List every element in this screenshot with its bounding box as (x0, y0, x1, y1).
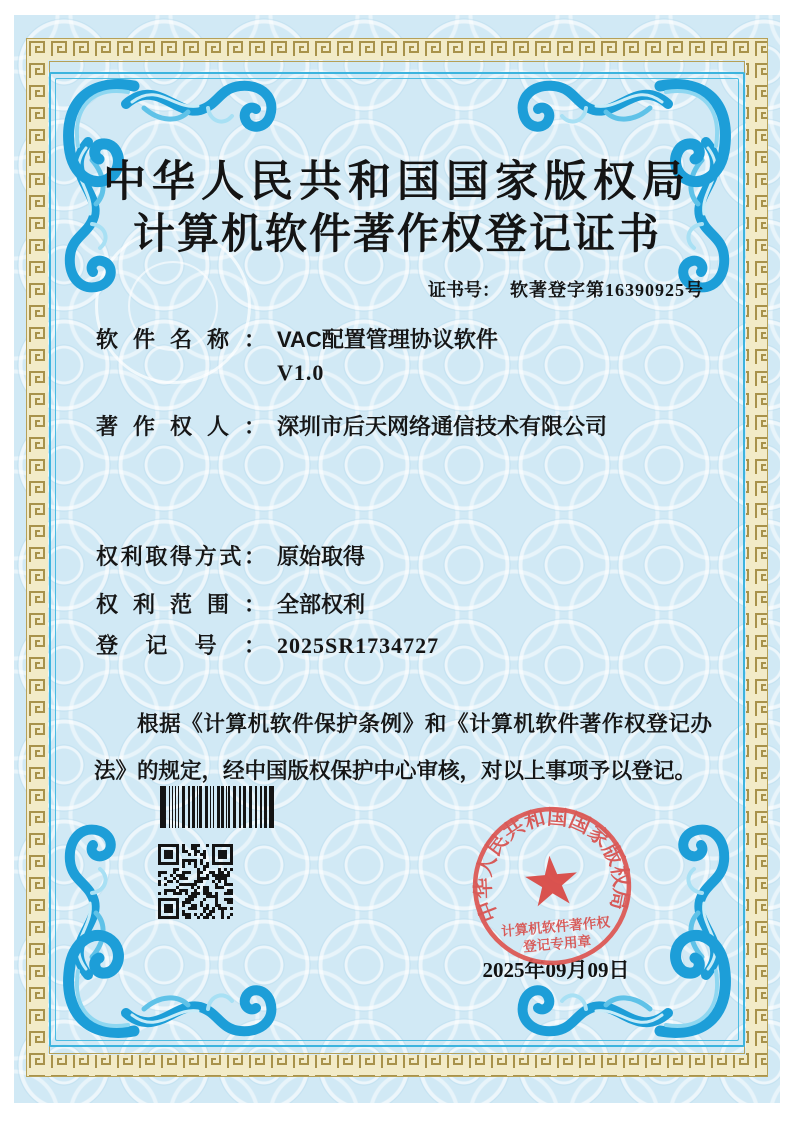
acquisition-label: 权利取得方式： (96, 544, 266, 569)
certificate-number-label: 证书号： (428, 280, 500, 300)
software-version: V1.0 (277, 360, 325, 385)
software-name-value (277, 323, 498, 389)
scope-value: 全部权利 (277, 592, 366, 617)
scope-label: 权利范围： (96, 592, 266, 617)
authority-title: 中华人民共和国国家版权局 (103, 159, 691, 206)
barcode (160, 786, 274, 828)
field-copyright-owner (96, 410, 734, 443)
copyright-owner-label: 著作权人： (96, 414, 266, 439)
seal-inner-line1: 计算机软件著作权 (500, 914, 611, 940)
seal-ring-text: 中华人民共和国国家版权局 (472, 806, 632, 925)
certificate-title: 计算机软件著作权登记证书 (132, 212, 661, 258)
official-seal (459, 793, 645, 979)
seal-star-icon (523, 853, 579, 907)
seal-inner-line2: 登记专用章 (522, 933, 592, 955)
software-name-label: 软件名称： (96, 327, 266, 352)
field-registration-number (96, 629, 734, 662)
software-name-text: VAC配置管理协议软件 (277, 327, 498, 352)
registration-date: 2025年09月09日 (482, 958, 630, 982)
qr-code (158, 844, 233, 919)
registration-statement: 根据《计算机软件保护条例》和《计算机软件著作权登记办法》的规定，经中国版权保护中心审核，对以上事项予以登记。 (94, 711, 712, 783)
certificate-number-line (428, 276, 704, 302)
acquisition-value: 原始取得 (277, 544, 366, 569)
copyright-owner-value: 深圳市后天网络通信技术有限公司 (277, 414, 608, 439)
registration-number-value: 2025SR1734727 (277, 633, 440, 658)
registration-number-label: 登记号： (96, 633, 266, 658)
field-scope (96, 588, 734, 621)
field-acquisition (96, 540, 734, 573)
certificate-number-value: 软著登字第16390925号 (510, 280, 704, 300)
field-software-name (96, 323, 734, 389)
